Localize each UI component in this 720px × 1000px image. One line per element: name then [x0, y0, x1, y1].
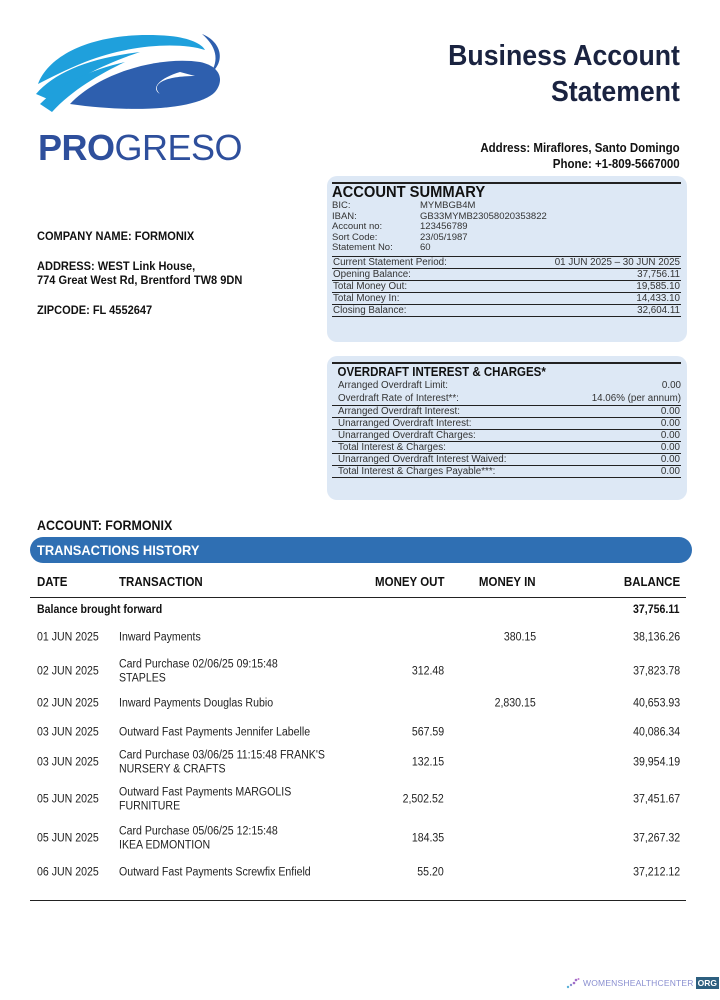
dots-icon — [566, 977, 580, 989]
company-name: COMPANY NAME: FORMONIX — [37, 229, 195, 243]
bank-address: Address: Miraflores, Santo Domingo — [480, 141, 680, 155]
company-zipcode: ZIPCODE: FL 4552647 — [37, 303, 153, 317]
info-sort-code: Sort Code: 23/05/1987 — [332, 231, 468, 243]
table-row: 01 JUN 2025 Inward Payments 380.15 38,136.26 — [37, 631, 680, 644]
summary-rows — [332, 256, 681, 317]
table-bottom-divider — [30, 900, 686, 901]
account-label: ACCOUNT: FORMONIX — [37, 518, 173, 533]
info-account-no: Account no: 123456789 — [332, 221, 468, 232]
company-address: ADDRESS: WEST Link House, 774 Great West Rd, Brentford TW8 9DN — [37, 259, 243, 287]
table-row: 02 JUN 2025 Inward Payments Douglas Rubio 2,830.15 40,653.93 — [37, 697, 680, 710]
column-header-date: DATE — [37, 575, 68, 589]
account-summary-box — [327, 176, 687, 342]
watermark: WOMENSHEALTHCENTER ORG — [566, 975, 719, 991]
info-bic: BIC: MYMBGB4M — [332, 200, 476, 211]
table-row: 03 JUN 2025 Card Purchase 03/06/25 11:15:48 FRANK'S NURSERY & CRAFTS 132.15 39,954.19 — [37, 749, 680, 775]
info-statement-no: Statement No: 60 — [332, 242, 431, 253]
summary-row-money-in: Total Money In: 14,433.10 — [333, 292, 680, 304]
column-header-money-out: MONEY OUT — [374, 575, 444, 589]
summary-row-period: Current Statement Period: 01 JUN 2025 – 30 JUN 2025 — [333, 256, 680, 268]
overdraft-row: Total Interest & Charges: 0.00 — [332, 441, 681, 453]
account-summary-title: ACCOUNT SUMMARY — [332, 184, 486, 201]
overdraft-row: Total Interest & Charges Payable***: 0.00 — [332, 465, 681, 478]
bank-contact — [481, 140, 680, 172]
transactions-banner-title: TRANSACTIONS HISTORY — [37, 542, 200, 558]
summary-row-closing: Closing Balance: 32,604.11 — [333, 304, 680, 316]
summary-row-opening: Opening Balance: 37,756.11 — [333, 268, 680, 280]
overdraft-row: Unarranged Overdraft Charges: 0.00 — [332, 429, 681, 441]
column-header-money-in: MONEY IN — [479, 575, 536, 589]
bank-phone: Phone: +1-809-5667000 — [553, 157, 680, 171]
company-details — [37, 229, 242, 333]
transactions-table-header — [30, 573, 686, 598]
overdraft-row: Unarranged Overdraft Interest: 0.00 — [332, 417, 681, 429]
table-row: 02 JUN 2025 Card Purchase 02/06/25 09:15:48 STAPLES 312.48 37,823.78 — [37, 658, 680, 684]
summary-row-money-out: Total Money Out: 19,585.10 — [333, 280, 680, 292]
divider — [332, 362, 681, 364]
table-row: 05 JUN 2025 Outward Fast Payments MARGOLIS FURNITURE 2,502.52 37,451.67 — [37, 786, 680, 812]
page-title: Business Account Statement — [448, 40, 680, 108]
info-iban: IBAN: GB33MYMB23058020353822 — [332, 210, 547, 222]
overdraft-row: Arranged Overdraft Interest: 0.00 — [332, 405, 681, 417]
account-info — [332, 201, 681, 256]
overdraft-limit: Arranged Overdraft Limit: 0.00 — [338, 380, 681, 391]
overdraft-rate: Overdraft Rate of Interest**: 14.06% (per annum) — [338, 393, 681, 404]
overdraft-title: OVERDRAFT INTEREST & CHARGES* — [337, 365, 546, 379]
column-header-balance: BALANCE — [623, 575, 680, 589]
column-header-transaction: TRANSACTION — [119, 575, 203, 589]
progreso-logo — [30, 22, 243, 172]
table-row: 05 JUN 2025 Card Purchase 05/06/25 12:15:48 IKEA EDMONTION 184.35 37,267.32 — [37, 825, 680, 851]
brand-name: PROGRESO — [38, 127, 243, 168]
overdraft-box — [327, 356, 687, 500]
transactions-banner — [30, 537, 692, 563]
progreso-swoosh-icon — [30, 22, 230, 127]
overdraft-row: Unarranged Overdraft Interest Waived: 0.00 — [332, 453, 681, 465]
table-row: 03 JUN 2025 Outward Fast Payments Jennifer Labelle 567.59 40,086.34 — [37, 726, 680, 739]
table-row: 06 JUN 2025 Outward Fast Payments Screwfix Enfield 55.20 37,212.12 — [37, 866, 680, 879]
overdraft-rows — [332, 405, 681, 478]
balance-brought-forward: Balance brought forward 37,756.11 — [37, 604, 680, 616]
